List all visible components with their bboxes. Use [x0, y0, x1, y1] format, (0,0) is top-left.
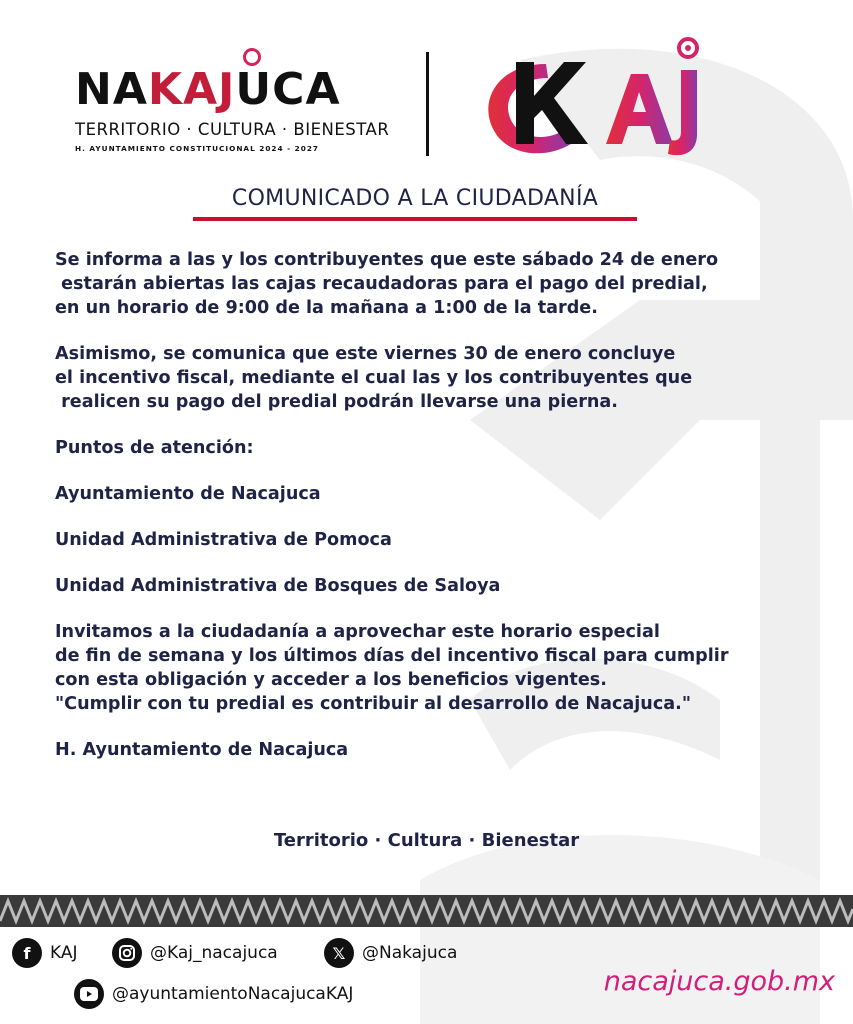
instagram-handle: @Kaj_nacajuca	[150, 943, 278, 963]
x-icon: 𝕏	[324, 938, 354, 968]
youtube-handle: @ayuntamientoNacajucaKAJ	[112, 984, 354, 1004]
motto: Territorio · Cultura · Bienestar	[273, 830, 580, 851]
paragraph-line: el incentivo fiscal, mediante el cual las y los contribuyentes que	[55, 368, 693, 388]
facebook-link[interactable]	[12, 938, 78, 968]
facebook-icon: f	[12, 938, 42, 968]
signature: H. Ayuntamiento de Nacajuca	[55, 740, 349, 760]
points-title: Puntos de atención:	[55, 438, 254, 458]
logo-spiral-icon	[243, 48, 261, 66]
instagram-link[interactable]	[112, 938, 278, 968]
paragraph-line: Invitamos a la ciudadanía a aprovechar este horario especial	[55, 622, 660, 642]
logo-tagline: TERRITORIO · CULTURA · BIENESTAR	[75, 120, 390, 139]
logo-admin-line: H. AYUNTAMIENTO CONSTITUCIONAL 2024 - 2027	[75, 144, 319, 153]
kaj-emblem-logo	[476, 34, 706, 164]
website-link[interactable]: nacajuca.gob.mx	[603, 966, 835, 997]
page-title: COMUNICADO A LA CIUDADANÍA	[231, 186, 599, 211]
service-point: Unidad Administrativa de Bosques de Saloya	[55, 576, 501, 596]
quote-line: "Cumplir con tu predial es contribuir al desarrollo de Nacajuca."	[55, 694, 691, 714]
x-handle: @Nakajuca	[362, 943, 458, 963]
decorative-band	[0, 895, 853, 927]
instagram-icon	[112, 938, 142, 968]
paragraph-line: en un horario de 9:00 de la mañana a 1:00 de la tarde.	[55, 298, 598, 318]
paragraph-line: realicen su pago del predial podrán llevarse una pierna.	[55, 392, 618, 412]
facebook-handle: KAJ	[50, 943, 78, 963]
service-point: Ayuntamiento de Nacajuca	[55, 484, 321, 504]
paragraph-line: Se informa a las y los contribuyentes que este sábado 24 de enero	[55, 250, 719, 270]
logo-divider	[426, 52, 429, 156]
paragraph-line: estarán abiertas las cajas recaudadoras para el pago del predial,	[55, 274, 708, 294]
youtube-icon	[74, 979, 104, 1009]
communique-body	[55, 248, 835, 762]
x-link[interactable]	[324, 938, 457, 968]
youtube-link[interactable]	[74, 979, 353, 1009]
paragraph-line: con esta obligación y acceder a los beneficios vigentes.	[55, 670, 607, 690]
paragraph-line: de fin de semana y los últimos días del incentivo fiscal para cumplir	[55, 646, 729, 666]
title-underline	[193, 217, 637, 221]
nacajuca-logo	[75, 48, 390, 158]
paragraph-line: Asimismo, se comunica que este viernes 30 de enero concluye	[55, 344, 676, 364]
logo-wordmark: NAKAJUCA	[75, 64, 341, 115]
service-point: Unidad Administrativa de Pomoca	[55, 530, 392, 550]
